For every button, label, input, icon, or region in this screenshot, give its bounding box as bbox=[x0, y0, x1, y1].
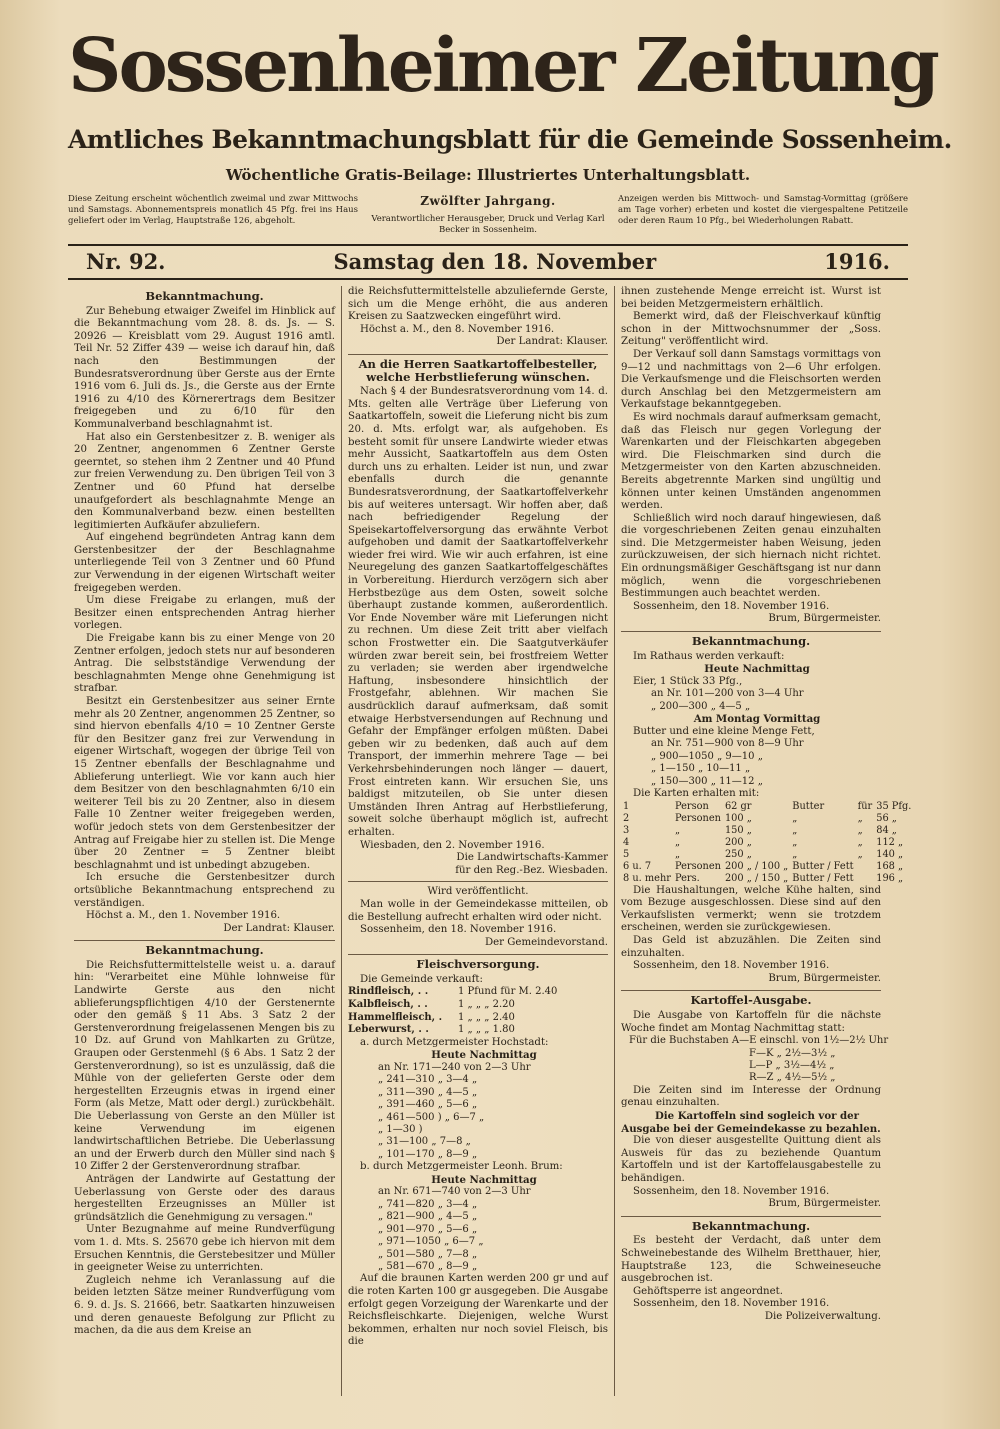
column-1 bbox=[68, 286, 341, 1396]
schedule-row: „ 241—310 „ 3—4 „ bbox=[378, 1074, 478, 1086]
table-cell: 1 bbox=[623, 800, 630, 812]
schedule-list bbox=[348, 1186, 608, 1273]
paragraph: Die Karten erhalten mit: bbox=[633, 788, 760, 800]
article-heading: Bekanntmachung. bbox=[74, 940, 335, 957]
table-cell: Personen bbox=[674, 812, 721, 824]
table-cell: „ bbox=[857, 848, 863, 860]
paragraph: Auf die braunen Karten werden 200 gr und auf die roten Karten 100 gr ausgegeben. Die Ausgabe erfolgt gegen Vorzeigung der Warenkarte und der Reichsfleischkarte. Diejenigen, welche Wurst bekommen, erhalten nur noch soviel Fleisch, bis die bbox=[348, 1273, 608, 1348]
publisher-info: Verantwortlicher Herausgeber, Druck und Verlag Karl Becker in Sossenheim. bbox=[371, 214, 605, 235]
price-value: 1 Pfund für M. 2.40 bbox=[458, 986, 558, 998]
table-cell: 56 „ bbox=[876, 812, 897, 824]
paragraph: Es wird nochmals darauf aufmerksam gemacht, daß das Fleisch nur gegen Vorlegung der Warenkarten und der Fleischkarten abgegeben wird. Die Fleischmarken sind durch die Metzgermeister von den Karten abzuschneiden. Bereits abgetrennte Marken sind ungültig und können unter keinen Umständen angenommen werden. bbox=[621, 411, 881, 512]
paragraph: Man wolle in der Gemeindekasse mitteilen, ob die Bestellung aufrecht erhalten wird oder nicht. bbox=[348, 898, 608, 923]
table-cell: 6 u. 7 bbox=[623, 860, 652, 872]
price-row bbox=[348, 986, 608, 999]
schedule-row: „ 311—390 „ 4—5 „ bbox=[378, 1086, 478, 1098]
schedule-row: „ 741—820 „ 3—4 „ bbox=[378, 1198, 478, 1210]
column-2 bbox=[341, 286, 614, 1396]
paragraph: Schließlich wird noch darauf hingewiesen, daß die vorgeschriebenen Zeiten genau einzuhalten sind. Die Metzgermeister haben Weisung, jeden zurückzuweisen, der sich hiernach nicht richtet. Ein ordnungsmäßiger Geschäftsgang ist nur dann möglich, wenn die vorgeschriebenen Bestimmungen auch beachtet werden. bbox=[621, 512, 881, 600]
schedule-row: „ 901—970 „ 5—6 „ bbox=[378, 1223, 478, 1235]
schedule-row: „ 501—580 „ 7—8 „ bbox=[378, 1248, 478, 1260]
table-cell: 8 u. mehr bbox=[623, 872, 671, 884]
schedule-row: „ 391—460 „ 5—6 „ bbox=[378, 1099, 478, 1111]
signature: Der Gemeindevorstand. bbox=[484, 936, 608, 948]
place-date: Sossenheim, den 18. November 1916. bbox=[633, 600, 830, 612]
ration-table bbox=[621, 801, 913, 885]
schedule-row: an Nr. 171—240 von 2—3 Uhr bbox=[378, 1062, 531, 1074]
paragraph: Um diese Freigabe zu erlangen, muß der Besitzer einen entsprechenden Antrag hierher vorlegen. bbox=[74, 595, 335, 632]
table-cell: Person bbox=[674, 800, 709, 812]
schedule-row: „ 821—900 „ 4—5 „ bbox=[378, 1211, 478, 1223]
paragraph: Zugleich nehme ich Veranlassung auf die beiden letzten Sätze meiner Rundverfügung vom 6. 9. d. Js. S. 21666, betr. Saatkarten hinzuweisen und deren genaueste Befolgung zur Pflicht zu machen, da die aus dem Kreise an bbox=[74, 1274, 335, 1337]
supplement-line: Wöchentliche Gratis-Beilage: Illustriertes Unterhaltungsblatt. bbox=[225, 166, 751, 184]
table-cell: „ bbox=[857, 812, 863, 824]
schedule-row: „ 101—170 „ 8—9 „ bbox=[378, 1148, 478, 1160]
publication-note: Wird veröffentlicht. bbox=[427, 886, 529, 898]
table-cell: „ bbox=[857, 836, 863, 848]
table-cell: für bbox=[857, 800, 873, 812]
schedule-row: L—P „ 3½—4½ „ bbox=[749, 1059, 835, 1071]
table-cell: 200 „ / 150 „ bbox=[724, 872, 789, 884]
paragraph: Die Reichsfuttermittelstelle weist u. a. darauf hin: "Verarbeitet eine Mühle lohnweise für Landwirte Gerste aus den nicht ablieferungspflichtigen 4/10 der Gerstenernte oder den gemäß § 11 Abs. 3 Satz 2 der Gerstenverordnung freigelassenen Mengen bis zu 10 Dz. auf Grund von Mahlkarten zu Grütze, Graupen oder Gerstenmehl (§ 6 Abs. 1 Satz 2 der Gerstenverordnung), so ist es unzulässig, daß die Mühle von der gelieferten Gerste oder dem hergestellten Erzeugnis etwas in irgend einer Form (als Metze, Matt oder dergl.) zurückbehält. Die Ueberlassung von Gerste an den Müller ist keine Verwendung im eigenen landwirtschaftlichen Betriebe. Die Ueberlassung an und der Erwerb durch den Müller sind nach § 10 Ziffer 2 der Gerstenverordnung strafbar. bbox=[74, 959, 335, 1173]
place-date: Sossenheim, den 18. November 1916. bbox=[633, 1298, 830, 1310]
table-cell: „ bbox=[792, 836, 798, 848]
paragraph: Es besteht der Verdacht, daß unter dem Schweinebestande des Wilhelm Bretthauer, hier, Hauptstraße 123, die Schweineseuche ausgebrochen ist. bbox=[621, 1235, 881, 1285]
schedule-row: „ 971—1050 „ 6—7 „ bbox=[378, 1236, 484, 1248]
paragraph: Die Zeiten sind im Interesse der Ordnung genau einzuhalten. bbox=[621, 1084, 881, 1109]
table-cell: „ bbox=[674, 836, 681, 848]
table-row bbox=[621, 849, 913, 861]
place-date: Höchst a. M., den 1. November 1916. bbox=[86, 910, 281, 922]
place-date: Sossenheim, den 18. November 1916. bbox=[633, 960, 830, 972]
paragraph: die Reichsfuttermittelstelle abzuliefernde Gerste, sich um die Menge erhöht, die aus anderen Kreisen zu Saatzwecken eingeführt wird. bbox=[348, 286, 608, 323]
table-cell: 5 bbox=[623, 848, 630, 860]
table-cell: Pers. bbox=[674, 872, 700, 884]
paragraph: Das Geld ist abzuzählen. Die Zeiten sind einzuhalten. bbox=[621, 935, 881, 959]
signature: Der Landrat: Klauser. bbox=[223, 922, 335, 934]
signature: Die Landwirtschafts-Kammer bbox=[456, 852, 608, 864]
paragraph: Hat also ein Gerstenbesitzer z. B. weniger als 20 Zentner, angenommen 6 Zentner Gerste geerntet, so stehen ihm 2 Zentner und 40 Pfund zur freien Verwendung zu. Den übrigen Teil von 3 Zentner und 60 Pfund hat derselbe unaufgefordert als beschlagnahmte Menge an den Kommunalverband bezw. einen bestellten legitimierten Aufkäufer abzuliefern. bbox=[74, 431, 335, 531]
time-heading: Heute Nachmittag bbox=[431, 1173, 537, 1186]
article-heading: Bekanntmachung. bbox=[145, 289, 264, 303]
paragraph: ihnen zustehende Menge erreicht ist. Wurst ist bei beiden Metzgermeistern erhältlich. bbox=[621, 286, 881, 310]
paragraph: Die Haushaltungen, welche Kühe halten, sind vom Bezuge ausgeschlossen. Diese sind auf den Verkaufslisten vermerkt; wenn sie trotzdem erscheinen, werden sie zurückgewiesen. bbox=[621, 884, 881, 934]
table-cell: 196 „ bbox=[876, 872, 904, 884]
schedule-row: „ 31—100 „ 7—8 „ bbox=[378, 1136, 471, 1148]
price-item: Leberwurst, . . bbox=[348, 1024, 429, 1036]
table-cell: 140 „ bbox=[876, 848, 904, 860]
issue-year: 1916. bbox=[824, 249, 890, 274]
table-row bbox=[621, 825, 913, 837]
signature: für den Reg.-Bez. Wiesbaden. bbox=[455, 864, 608, 876]
time-heading: Heute Nachmittag bbox=[704, 663, 810, 676]
paragraph: Zur Behebung etwaiger Zweifel im Hinblick auf die Bekanntmachung vom 28. 8. ds. Js. — S. 20926 — Kreisblatt vom 29. August 1916 amtl. Teil Nr. 52 Ziffer 439 — weise ich darauf hin, daß nach den Bestimmungen der Bundesratsverordnung über Gerste aus der Ernte 1916 vom 6. Juli ds. Js., die Gerste aus der Ernte 1916 zu 4/10 des Körnerertrags dem Besitzer freigegeben und zu 6/10 für den Kommunalverband beschlagnahmt ist. bbox=[74, 305, 335, 430]
table-cell: „ bbox=[674, 848, 681, 860]
paragraph: Die Ausgabe von Kartoffeln für die nächste Woche findet am Montag Nachmittag statt: bbox=[621, 1009, 881, 1034]
paragraph: Die Gemeinde verkauft: bbox=[360, 973, 483, 985]
price-item: Hammelfleisch, . bbox=[348, 1011, 443, 1023]
paragraph: Die Freigabe kann bis zu einer Menge von 20 Zentner erfolgen, jedoch stets nur auf besonderen Antrag. Die selbstständige Verwendung der beschlagnahmten Menge ohne Genehmigung ist strafbar. bbox=[74, 633, 335, 695]
table-row bbox=[621, 873, 913, 885]
signature: Die Polizeiverwaltung. bbox=[764, 1310, 881, 1322]
schedule-row: F—K „ 2½—3½ „ bbox=[749, 1047, 836, 1059]
schedule-row: an Nr. 671—740 von 2—3 Uhr bbox=[378, 1186, 531, 1198]
paragraph: Nach § 4 der Bundesratsverordnung vom 14. d. Mts. gelten alle Verträge über Lieferung von Saatkartoffeln, soweit die Lieferung nicht bis zum 20. d. Mts. erfolgt war, als aufgehoben. Es besteht somit für unsere Landwirte wieder etwas mehr Aussicht, Saatkartoffeln aus dem Osten durch uns zu erhalten. Leider ist nun, und zwar ebenfalls durch die genannte Bundesratsverordnung, der Saatkartoffelverkehr bis auf weiteres untersagt. Wir hoffen aber, daß nach befriedigender Regelung der Speisekartoffelversorgung das erwähnte Verbot aufgehoben und damit der Saatkartoffelverkehr wieder frei wird. Wie wir auch erfahren, ist eine Neuregelung des ganzen Saatkartoffelgeschäftes in Vorbereitung. Hierdurch verzögern sich aber Herbstbezüge aus dem Osten, soweit solche überhaupt zustande kommen, außerordentlich. Vor Ende November wäre mit Lieferungen nicht zu rechnen. Um diese Zeit tritt aber vielfach schon Frostwetter ein. Die Saatgutverkäufer würden zwar bereit sein, bei frostfreiem Wetter zu verladen; sie werden aber irgendwelche Haftung, insbesondere hinsichtlich der Frostgefahr, ablehnen. Wir machen Sie ausdrücklich darauf aufmerksam, daß somit etwaige Herbstversendungen auf Rechnung und Gefahr der Empfänger erfolgen müßten. Dabei geben wir zu bedenken, daß auch auf dem Transport, der immerhin mehrere Tage — bei Verkehrsbehinderungen noch länger — dauert, Frost eintreten kann. Wir ersuchen Sie, uns baldigst mitzuteilen, ob Sie unter diesen Umständen Ihren Antrag auf Herbstlieferung, soweit solche überhaupt möglich ist, aufrecht erhalten. bbox=[348, 386, 608, 838]
table-row bbox=[621, 861, 913, 873]
table-cell: „ bbox=[792, 812, 798, 824]
paragraph: Ich ersuche die Gerstenbesitzer durch ortsübliche Bekanntmachung entsprechend zu verständigen. bbox=[74, 872, 335, 909]
schedule-row: „ 1—30 ) bbox=[378, 1124, 423, 1136]
time-heading: Heute Nachmittag bbox=[431, 1049, 537, 1062]
table-cell: 100 „ bbox=[724, 812, 752, 824]
issue-bar bbox=[68, 244, 908, 280]
schedule-row: an Nr. 101—200 von 3—4 Uhr bbox=[651, 688, 804, 700]
table-cell: 35 Pfg. bbox=[876, 800, 912, 812]
column-3 bbox=[614, 286, 912, 1396]
table-cell: Butter bbox=[792, 800, 825, 812]
table-cell: 200 „ / 100 „ bbox=[724, 860, 789, 872]
schedule-list bbox=[621, 688, 881, 713]
schedule-row: „ 900—1050 „ 9—10 „ bbox=[651, 750, 763, 762]
signature: Brum, Bürgermeister. bbox=[768, 613, 881, 625]
place-date: Sossenheim, den 18. November 1916. bbox=[360, 924, 557, 936]
paragraph: Die von dieser ausgestellte Quittung dient als Ausweis für das zu beziehende Quantum Kartoffeln und ist der Kartoffelausgabestelle zu behändigen. bbox=[621, 1135, 881, 1184]
schedule-list bbox=[621, 738, 881, 788]
place-date: Höchst a. M., den 8. November 1916. bbox=[360, 323, 555, 335]
table-cell: Butter / Fett bbox=[792, 860, 854, 872]
table-cell: „ bbox=[857, 824, 863, 836]
schedule-row: „ 461—500 ) „ 6—7 „ bbox=[378, 1111, 485, 1123]
paragraph: Anträgen der Landwirte auf Gestattung der Ueberlassung von Gerste oder des daraus hergestellten Erzeugnisses an Müller ist gründsätzlich die Genehmigung zu versagen." bbox=[74, 1173, 335, 1223]
issue-number: Nr. 92. bbox=[86, 249, 166, 274]
price-value: 1 „ „ „ 1.80 bbox=[458, 1024, 515, 1036]
schedule-row: R—Z „ 4½—5½ „ bbox=[749, 1072, 836, 1084]
newspaper-subtitle: Amtliches Bekanntmachungsblatt für die Gemeinde Sossenheim. bbox=[68, 125, 952, 154]
schedule-row: „ 150—300 „ 11—12 „ bbox=[651, 775, 763, 787]
schedule-row: Für die Buchstaben A—E einschl. von 1½—2½ Uhr bbox=[629, 1035, 889, 1047]
table-cell: „ bbox=[674, 824, 681, 836]
schedule-list bbox=[348, 1062, 608, 1161]
table-cell: 4 bbox=[623, 836, 630, 848]
signature: Brum, Bürgermeister. bbox=[768, 972, 881, 984]
place-date: Sossenheim, den 18. November 1916. bbox=[633, 1185, 830, 1197]
table-cell bbox=[856, 873, 875, 885]
table-cell: 250 „ bbox=[724, 848, 752, 860]
newspaper-title: Sossenheimer Zeitung bbox=[68, 23, 937, 109]
paragraph: Gehöftsperre ist angeordnet. bbox=[633, 1285, 783, 1297]
item-line: Butter und eine kleine Menge Fett, bbox=[633, 725, 815, 737]
table-cell: 112 „ bbox=[876, 836, 904, 848]
table-cell: „ bbox=[792, 824, 798, 836]
masthead-info-row bbox=[68, 194, 908, 236]
article-heading: Fleischversorgung. bbox=[348, 954, 608, 971]
price-value: 1 „ „ „ 2.20 bbox=[458, 999, 515, 1011]
paragraph: Im Rathaus werden verkauft: bbox=[633, 650, 785, 662]
paragraph: Besitzt ein Gerstenbesitzer aus seiner Ernte mehr als 20 Zentner, angenommen 25 Zentner, so sind hiervon ebenfalls 4/10 = 10 Zentner Gerste für den Besitzer ganz frei zur Verwendung in eigener Wirtschaft, wogegen der übrige Teil von 15 Zentner ebenfalls der Beschlagnahme und Ablieferung unterliegt. Wie vor kann auch hier dem Besitzer von den beschlagnahmten 6/10 ein weiterer Teil bis zu 20 Zentner, also in diesem Falle 10 Zentner weiter freigegeben werden, wofür jedoch stets von dem Gerstenbesitzer der Antrag auf Freigabe hier zu stellen ist. Die Menge über 20 Zentner = 5 Zentner bleibt beschlagnahmt und ist unbedingt abzugeben. bbox=[74, 696, 335, 871]
article-columns bbox=[68, 286, 912, 1396]
schedule-row: „ 1—150 „ 10—11 „ bbox=[651, 763, 751, 775]
table-cell: 150 „ bbox=[724, 824, 752, 836]
subscription-info: Diese Zeitung erscheint wöchentlich zweimal und zwar Mittwochs und Samstags. Abonnementspreis monatlich 45 Pfg. frei ins Haus geliefert oder im Verlag, Hauptstraße 126, abgeholt. bbox=[68, 194, 358, 226]
issue-date: Samstag den 18. November bbox=[333, 249, 657, 274]
table-cell: Butter / Fett bbox=[792, 872, 854, 884]
publisher-block bbox=[363, 194, 613, 236]
price-row bbox=[348, 999, 608, 1012]
time-heading: Am Montag Vormittag bbox=[693, 713, 821, 726]
table-cell: 62 gr bbox=[724, 800, 752, 812]
masthead bbox=[68, 18, 952, 236]
price-row bbox=[348, 1024, 608, 1037]
place-date: Wiesbaden, den 2. November 1916. bbox=[360, 839, 545, 851]
table-cell: 3 bbox=[623, 824, 630, 836]
advertising-info: Anzeigen werden bis Mittwoch- und Samstag-Vormittag (größere am Tage vorher) erbeten und kostet die viergespaltene Petitzeile oder deren Raum 10 Pfg., bei Wiederholungen Rabatt. bbox=[618, 194, 908, 226]
paragraph: Bemerkt wird, daß der Fleischverkauf künftig schon in der Mittwochsnummer der „Soss. Zeitung" veröffentlicht wird. bbox=[621, 311, 881, 348]
schedule-list bbox=[621, 1035, 889, 1085]
table-row bbox=[621, 813, 913, 825]
volume-year: Zwölfter Jahrgang. bbox=[420, 194, 556, 208]
signature: Brum, Bürgermeister. bbox=[768, 1198, 881, 1210]
paragraph: Auf eingehend begründeten Antrag kann dem Gerstenbesitzer der der Beschlagnahme unterliegende Teil von 3 Zentner und 60 Pfund zur Verwendung in der eigenen Wirtschaft weiter freigegeben werden. bbox=[74, 532, 335, 594]
price-item: Kalbfleisch, . . bbox=[348, 999, 428, 1011]
price-list bbox=[348, 986, 608, 1036]
payment-notice: Die Kartoffeln sind sogleich vor der Ausgabe bei der Gemeindekasse zu bezahlen. bbox=[621, 1109, 881, 1135]
price-value: 1 „ „ „ 2.40 bbox=[458, 1011, 515, 1023]
schedule-row: „ 581—670 „ 8—9 „ bbox=[378, 1260, 478, 1272]
paragraph: Der Verkauf soll dann Samstags vormittags von 9—12 und nachmittags von 2—6 Uhr erfolgen. Die Verkaufsmenge und die Fleischsorten werden durch Anschlag bei den Metzgermeistern am Verkaufstage bekanntgegeben. bbox=[621, 348, 881, 411]
schedule-row: an Nr. 751—900 von 8—9 Uhr bbox=[651, 738, 804, 750]
table-cell: 200 „ bbox=[724, 836, 752, 848]
butcher-line: b. durch Metzgermeister Leonh. Brum: bbox=[360, 1161, 563, 1173]
article-heading: Kartoffel-Ausgabe. bbox=[621, 990, 881, 1007]
article-heading: Bekanntmachung. bbox=[621, 631, 881, 648]
table-cell: 168 „ bbox=[876, 860, 904, 872]
schedule-row: „ 200—300 „ 4—5 „ bbox=[651, 700, 751, 712]
table-cell: Personen bbox=[674, 860, 721, 872]
table-cell: „ bbox=[792, 848, 798, 860]
paragraph: Unter Bezugnahme auf meine Rundverfügung vom 1. d. Mts. S. 25670 gebe ich hiervon mit dem Ersuchen Kenntnis, die Gerstebesitzer und Müller in geeigneter Weise zu unterrichten. bbox=[74, 1224, 335, 1274]
article-heading: An die Herren Saatkartoffelbesteller, welche Herbstlieferung wünschen. bbox=[348, 354, 608, 383]
signature: Der Landrat: Klauser. bbox=[496, 336, 608, 348]
price-row bbox=[348, 1012, 608, 1025]
table-cell bbox=[856, 861, 875, 873]
divider bbox=[348, 881, 608, 882]
table-row bbox=[621, 837, 913, 849]
item-line: Eier, 1 Stück 33 Pfg., bbox=[633, 675, 743, 687]
article-heading: Bekanntmachung. bbox=[621, 1216, 881, 1233]
table-cell: 84 „ bbox=[876, 824, 897, 836]
butcher-line: a. durch Metzgermeister Hochstadt: bbox=[360, 1036, 549, 1048]
table-row bbox=[621, 801, 913, 813]
price-item: Rindfleisch, . . bbox=[348, 986, 429, 998]
table-cell: 2 bbox=[623, 812, 630, 824]
